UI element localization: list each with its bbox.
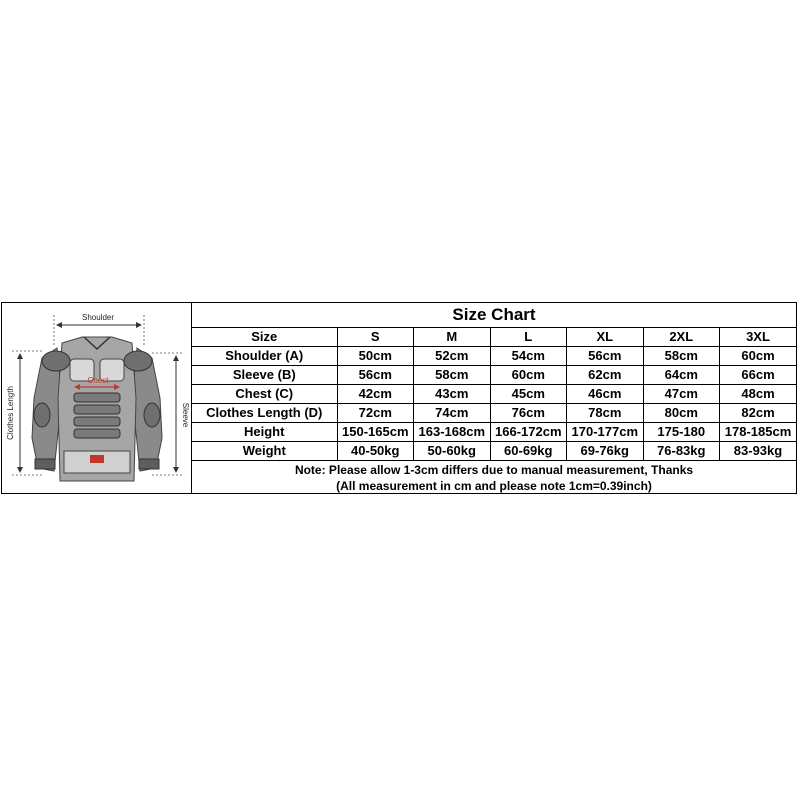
table-cell: 175-180 xyxy=(643,423,720,442)
table-cell: 150-165cm xyxy=(337,423,414,442)
note-row xyxy=(192,461,796,496)
row-label: Clothes Length (D) xyxy=(192,404,337,423)
table-cell: 60-69kg xyxy=(490,442,567,461)
table-row xyxy=(192,347,796,366)
table-cell: 62cm xyxy=(567,366,644,385)
jacket-illustration-panel xyxy=(2,303,192,493)
table-row xyxy=(192,442,796,461)
table-row xyxy=(192,366,796,385)
table-cell: 50-60kg xyxy=(414,442,491,461)
table-cell: 56cm xyxy=(337,366,414,385)
header-row xyxy=(192,328,796,347)
table-cell: 80cm xyxy=(643,404,720,423)
header-size-l: L xyxy=(490,328,567,347)
table-cell: 78cm xyxy=(567,404,644,423)
row-label: Height xyxy=(192,423,337,442)
note-line-2: (All measurement in cm and please note 1cm=0.39inch) xyxy=(336,479,652,493)
table-title: Size Chart xyxy=(192,303,796,328)
table-cell: 43cm xyxy=(414,385,491,404)
table-cell: 52cm xyxy=(414,347,491,366)
header-size-m: M xyxy=(414,328,491,347)
table-cell: 170-177cm xyxy=(567,423,644,442)
armor-jacket-icon xyxy=(32,337,162,481)
table-row xyxy=(192,385,796,404)
table-cell: 74cm xyxy=(414,404,491,423)
table-cell: 60cm xyxy=(490,366,567,385)
table-cell: 163-168cm xyxy=(414,423,491,442)
table-cell: 83-93kg xyxy=(720,442,797,461)
row-label: Sleeve (B) xyxy=(192,366,337,385)
table-cell: 42cm xyxy=(337,385,414,404)
row-label: Weight xyxy=(192,442,337,461)
size-chart xyxy=(1,302,797,494)
table-cell: 50cm xyxy=(337,347,414,366)
table-cell: 69-76kg xyxy=(567,442,644,461)
size-table-area xyxy=(192,303,796,493)
header-size-s: S xyxy=(337,328,414,347)
table-cell: 76-83kg xyxy=(643,442,720,461)
header-size-xl: XL xyxy=(567,328,644,347)
row-label: Chest (C) xyxy=(192,385,337,404)
table-row xyxy=(192,404,796,423)
clothes-length-label: Clothes Length xyxy=(6,386,15,440)
note-line-1: Note: Please allow 1-3cm differs due to manual measurement, Thanks xyxy=(294,463,694,477)
table-cell: 58cm xyxy=(643,347,720,366)
table-cell: 178-185cm xyxy=(720,423,797,442)
table-cell: 58cm xyxy=(414,366,491,385)
note-cell xyxy=(192,461,796,496)
title-row xyxy=(192,303,796,328)
header-size-3xl: 3XL xyxy=(720,328,797,347)
table-cell: 166-172cm xyxy=(490,423,567,442)
header-size-2xl: 2XL xyxy=(643,328,720,347)
table-cell: 54cm xyxy=(490,347,567,366)
row-label: Shoulder (A) xyxy=(192,347,337,366)
table-cell: 45cm xyxy=(490,385,567,404)
size-table xyxy=(192,303,796,495)
jacket-illustration xyxy=(2,303,191,493)
table-cell: 46cm xyxy=(567,385,644,404)
table-cell: 72cm xyxy=(337,404,414,423)
table-cell: 56cm xyxy=(567,347,644,366)
table-cell: 66cm xyxy=(720,366,797,385)
table-cell: 60cm xyxy=(720,347,797,366)
table-cell: 40-50kg xyxy=(337,442,414,461)
header-size-label: Size xyxy=(192,328,337,347)
table-cell: 47cm xyxy=(643,385,720,404)
shoulder-label: Shoulder xyxy=(81,313,115,322)
table-cell: 76cm xyxy=(490,404,567,423)
chest-label: Chest xyxy=(87,376,109,385)
table-cell: 82cm xyxy=(720,404,797,423)
table-row xyxy=(192,423,796,442)
table-cell: 64cm xyxy=(643,366,720,385)
sleeve-label: Sleeve xyxy=(181,402,190,428)
table-cell: 48cm xyxy=(720,385,797,404)
